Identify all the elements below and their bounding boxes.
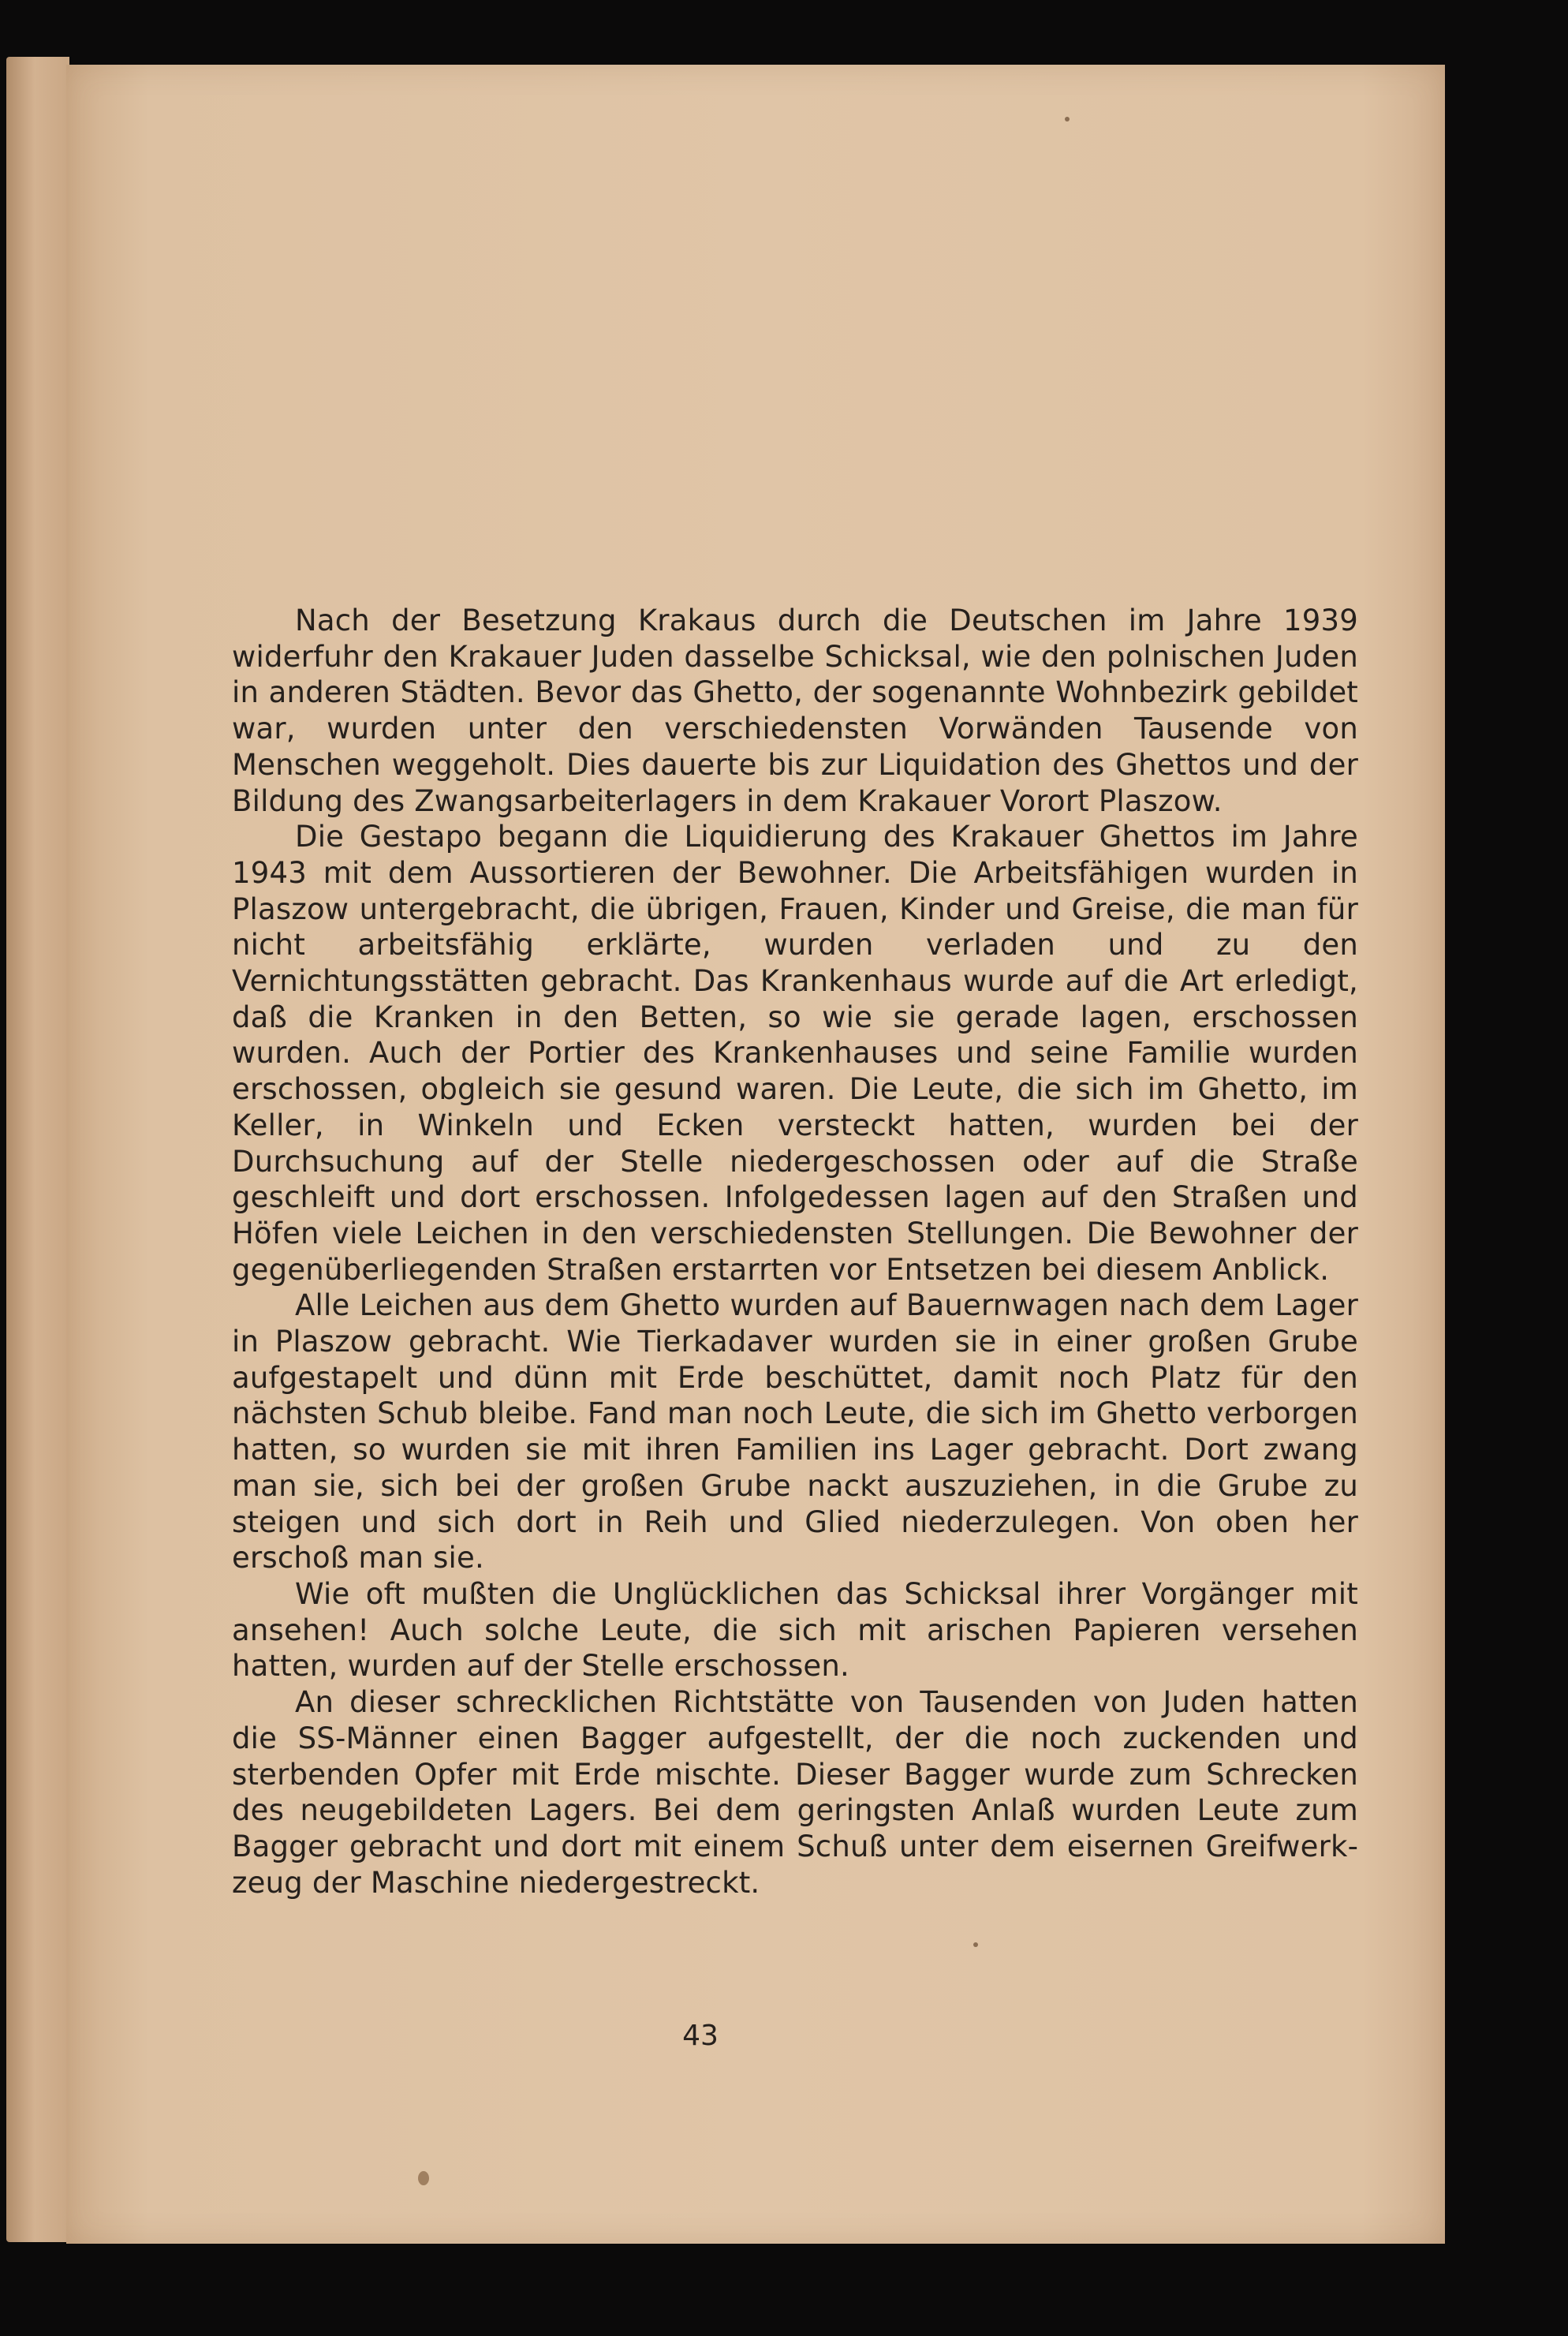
paragraph: Die Gestapo begann die Liquidierung des Krakauer Ghettos im Jahre 1943 mit dem Aussortieren der Bewohner. Die Arbeitsfähigen wurden in Plaszow untergebracht, die übrigen, Frauen, Kinder und Greise, die man für nicht arbeitsfähig erklärte, wurden verladen und zu den Vernichtungsstätten gebracht. Das Krankenhaus wurde auf die Art erledigt, daß die Kranken in den Betten, so wie sie gerade lagen, erschossen wurden. Auch der Portier des Krankenhauses und seine Familie wurden erschossen, obgleich sie gesund waren. Die Leute, die sich im Ghetto, im Keller, in Winkeln und Ecken versteckt hatten, wurden bei der Durchsuchung auf der Stelle niedergeschossen oder auf die Straße geschleift und dort erschossen. Infolgedessen lagen auf den Straßen und Höfen viele Leichen in den verschiedensten Stellungen. Die Bewohner der gegenüberliegenden Straßen erstarrten vor Entsetzen bei diesem Anblick. [232, 820, 1358, 1287]
paper-speck [973, 1942, 978, 1947]
paragraph: An dieser schrecklichen Richtstätte von Tausenden von Juden hatten die SS-Männer einen Bagger aufgestellt, der die noch zuckenden und sterbenden Opfer mit Erde mischte. Dieser Bagger wurde zum Schrecken des neugebildeten Lagers. Bei dem geringsten Anlaß wurden Leute zum Bagger gebracht und dort mit einem Schuß unter dem eisernen Greifwerkzeug der Maschine niedergestreckt. [232, 1685, 1358, 1900]
paragraph: Alle Leichen aus dem Ghetto wurden auf Bauernwagen nach dem Lager in Plaszow gebracht. Wie Tierkadaver wurden sie in einer großen Grube aufgestapelt und dünn mit Erde beschüttet, damit noch Platz für den nächsten Schub bleibe. Fand man noch Leute, die sich im Ghetto verborgen hatten, so wurden sie mit ihren Familien ins Lager gebracht. Dort zwang man sie, sich bei der großen Grube nackt auszuziehen, in die Grube zu steigen und sich dort in Reih und Glied niederzulegen. Von oben her erschoß man sie. [232, 1288, 1358, 1575]
body-text [232, 603, 1358, 1901]
paper-speck [418, 2171, 429, 2185]
paper-speck [1065, 117, 1070, 121]
book-page [66, 65, 1445, 2244]
page-number: 43 [682, 2020, 719, 2052]
paragraph: Nach der Besetzung Krakaus durch die Deutschen im Jahre 1939 widerfuhr den Krakauer Juden dasselbe Schicksal, wie den polnischen Juden in anderen Städten. Bevor das Ghetto, der sogenannte Wohnbezirk gebildet war, wurden unter den verschiedensten Vorwänden Tausende von Menschen weggeholt. Dies dauerte bis zur Liquidation des Ghettos und der Bildung des Zwangsarbeiterlagers in dem Krakauer Vorort Plaszow. [232, 604, 1358, 818]
paragraph: Wie oft mußten die Unglücklichen das Schicksal ihrer Vorgänger mit ansehen! Auch solche Leute, die sich mit arischen Papieren versehen hatten, wurden auf der Stelle erschossen. [232, 1576, 1358, 1684]
book-edge [6, 57, 69, 2242]
